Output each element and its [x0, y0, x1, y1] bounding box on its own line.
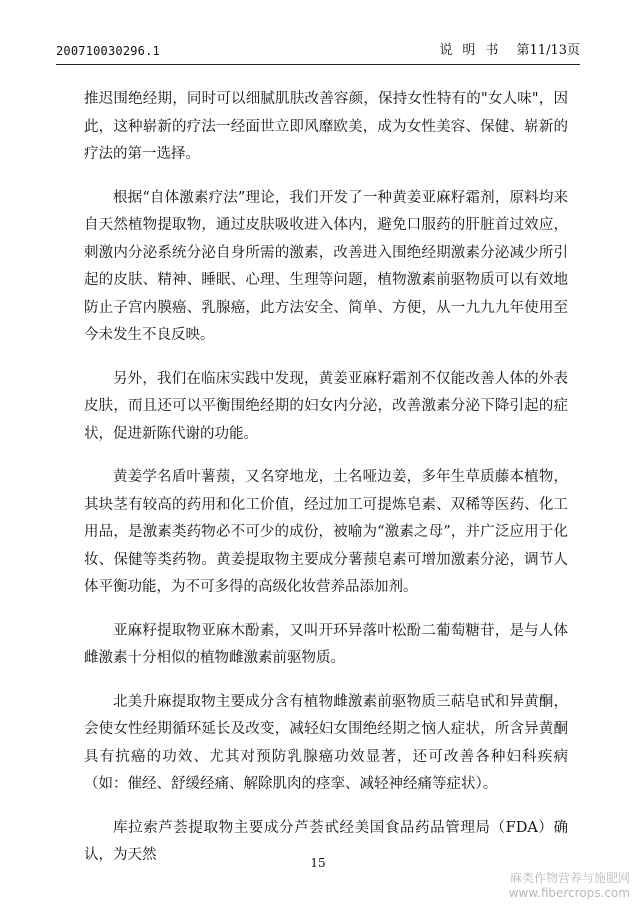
watermark-site-url: www.fibercrops.com	[508, 886, 630, 900]
page-of-label: 第11/13页	[516, 43, 580, 58]
watermark-site-name: 麻类作物营养与施肥网	[509, 871, 630, 885]
paragraph: 北美升麻提取物主要成分含有植物雌激素前驱物质三萜皂甙和异黄酮，会使女性经期循环延长及改变，减轻妇女围绝经期之恼人症状，所含异黄酮具有抗癌的功效、尤其对预防乳腺癌功效显著，还可改善各种妇科疾病（如：催经、舒缓经痛、解除肌肉的痉挛、减轻神经痛等症状）。	[84, 693, 568, 792]
paragraph: 库拉索芦荟提取物主要成分芦荟甙经美国食品药品管理局（FDA）确认，为天然	[84, 819, 568, 863]
document-type-label: 说明书	[439, 43, 509, 58]
body-text	[84, 86, 568, 886]
header-rule	[56, 64, 580, 65]
paragraph: 推迟围绝经期，同时可以细腻肌肤改善容颜，保持女性特有的"女人味"，因此，这种崭新的疗法一经面世立即风靡欧美，成为女性美容、保健、崭新的疗法的第一选择。	[84, 91, 568, 162]
patent-application-number: 200710030296.1	[56, 44, 160, 58]
site-watermark	[509, 871, 630, 901]
header-right	[439, 40, 580, 62]
paragraph: 根据“自体激素疗法”理论，我们开发了一种黄姜亚麻籽霜剂，原料均来自天然植物提取物，通过皮肤吸收进入体内，避免口服药的肝脏首过效应，刺激内分泌系统分泌自身所需的激素，改善进入围绝经期激素分泌减少所引起的皮肤、精神、睡眠、心理、生理等问题，植物激素前驱物质可以有效地防止子宫内膜癌、乳腺癌，此方法安全、简单、方便，从一九九九年使用至今未发生不良反映。	[84, 189, 568, 343]
paragraph: 另外，我们在临床实践中发现，黄姜亚麻籽霜剂不仅能改善人体的外表皮肤，而且还可以平衡围绝经期的妇女内分泌，改善激素分泌下降引起的症状，促进新陈代谢的功能。	[84, 370, 568, 442]
page-header	[56, 40, 580, 62]
paragraph: 亚麻籽提取物亚麻木酚素，又叫开环异落叶松酚二葡萄糖苷，是与人体雌激素十分相似的植物雌激素前驱物质。	[84, 622, 568, 666]
paragraph: 黄姜学名盾叶薯蓣，又名穿地龙，土名哑边姜，多年生草质藤本植物，其块茎有较高的药用和化工价值，经过加工可提炼皂素、双稀等医药、化工用品，是激素类药物必不可少的成份，被喻为“激素之母”，并广泛应用于化妆、保健等类药物。黄姜提取物主要成分薯蓣皂素可增加激素分泌，调节人体平衡功能，为不可多得的高级化妆营养品添加剂。	[84, 469, 568, 595]
page-number: 15	[310, 856, 326, 870]
